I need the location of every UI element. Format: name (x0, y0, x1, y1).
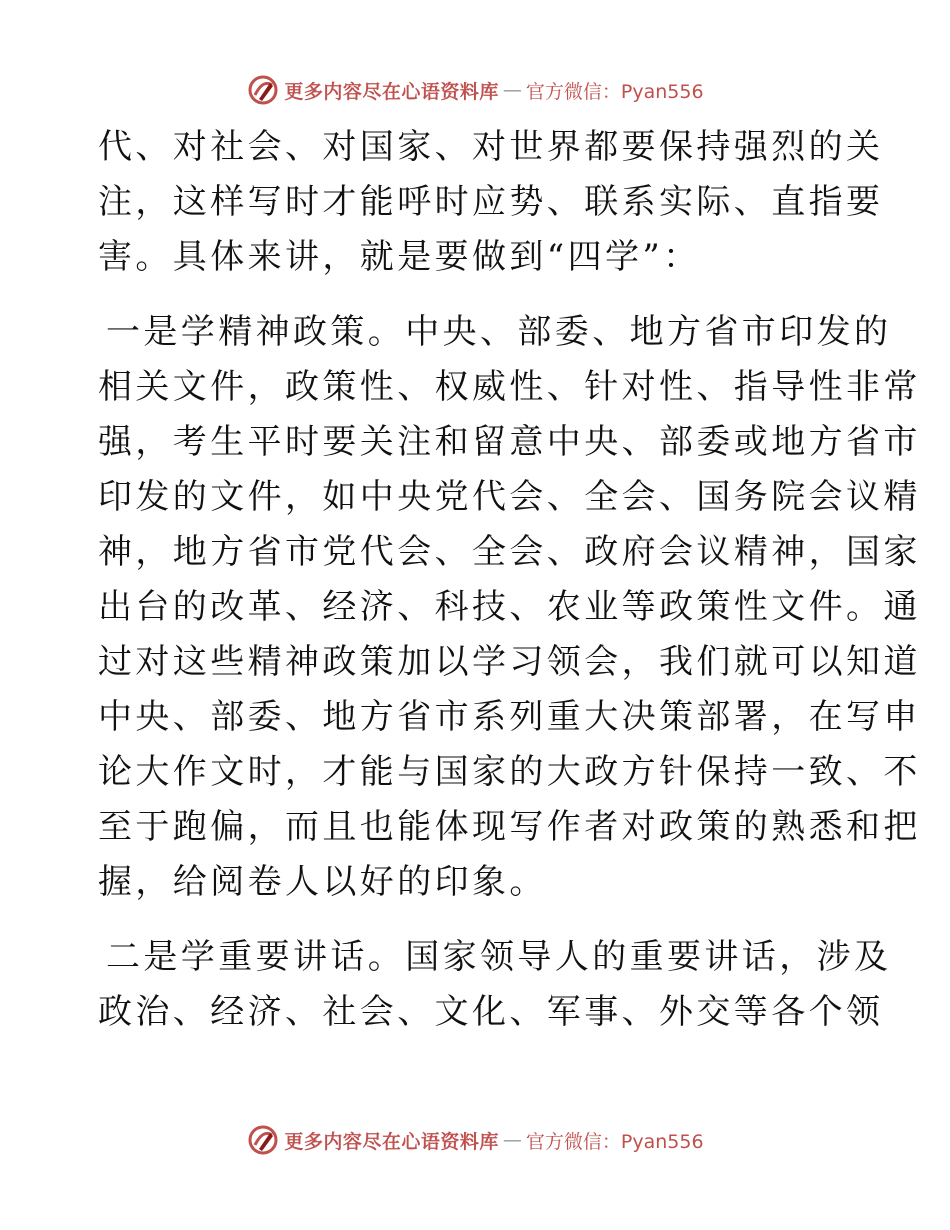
text-line: 神，地方省市党代会、全会、政府会议精神，国家 (98, 532, 921, 572)
header-banner (0, 70, 950, 110)
header-banner-wechat: 官方微信：Pyan556 (525, 80, 704, 103)
text-line: 一是学精神政策。中央、部委、地方省市印发的 (106, 312, 892, 352)
pen-swirl-logo-icon (246, 73, 280, 107)
text-line: 相关文件，政策性、权威性、针对性、指导性非常 (98, 367, 921, 407)
document-body (98, 120, 921, 1040)
paragraph-1 (98, 120, 884, 285)
header-banner-inner (246, 73, 703, 107)
footer-banner (0, 1120, 950, 1160)
text-line: 论大作文时，才能与国家的大政方针保持一致、不 (98, 752, 921, 792)
text-line: 强，考生平时要关注和留意中央、部委或地方省市 (98, 422, 921, 462)
text-line: 政治、经济、社会、文化、军事、外交等各个领 (98, 992, 884, 1032)
text-line: 代、对社会、对国家、对世界都要保持强烈的关 (98, 127, 884, 167)
text-line: 过对这些精神政策加以学习领会，我们就可以知道 (98, 642, 921, 682)
header-banner-main-text: 更多内容尽在心语资料库 (284, 80, 499, 103)
footer-banner-separator: — (502, 1129, 522, 1151)
paragraph-gap (98, 910, 850, 930)
text-line: 握，给阅卷人以好的印象。 (98, 862, 547, 902)
footer-banner-inner (246, 1123, 703, 1157)
text-line: 注，这样写时才能呼时应势、联系实际、直指要 (98, 182, 884, 222)
text-line: 害。具体来讲，就是要做到“四学”： (98, 237, 701, 277)
footer-banner-wechat: 官方微信：Pyan556 (525, 1130, 704, 1153)
paragraph-2 (98, 305, 921, 910)
pen-swirl-logo-icon (246, 1123, 280, 1157)
paragraph-3 (98, 930, 892, 1040)
text-line: 出台的改革、经济、科技、农业等政策性文件。通 (98, 587, 921, 627)
paragraph-gap (98, 285, 850, 305)
text-line: 中央、部委、地方省市系列重大决策部署，在写申 (98, 697, 921, 737)
text-line: 二是学重要讲话。国家领导人的重要讲话，涉及 (106, 937, 892, 977)
text-line: 至于跑偏，而且也能体现写作者对政策的熟悉和把 (98, 807, 921, 847)
text-line: 印发的文件，如中央党代会、全会、国务院会议精 (98, 477, 921, 517)
header-banner-separator: — (502, 79, 522, 101)
footer-banner-main-text: 更多内容尽在心语资料库 (284, 1130, 499, 1153)
